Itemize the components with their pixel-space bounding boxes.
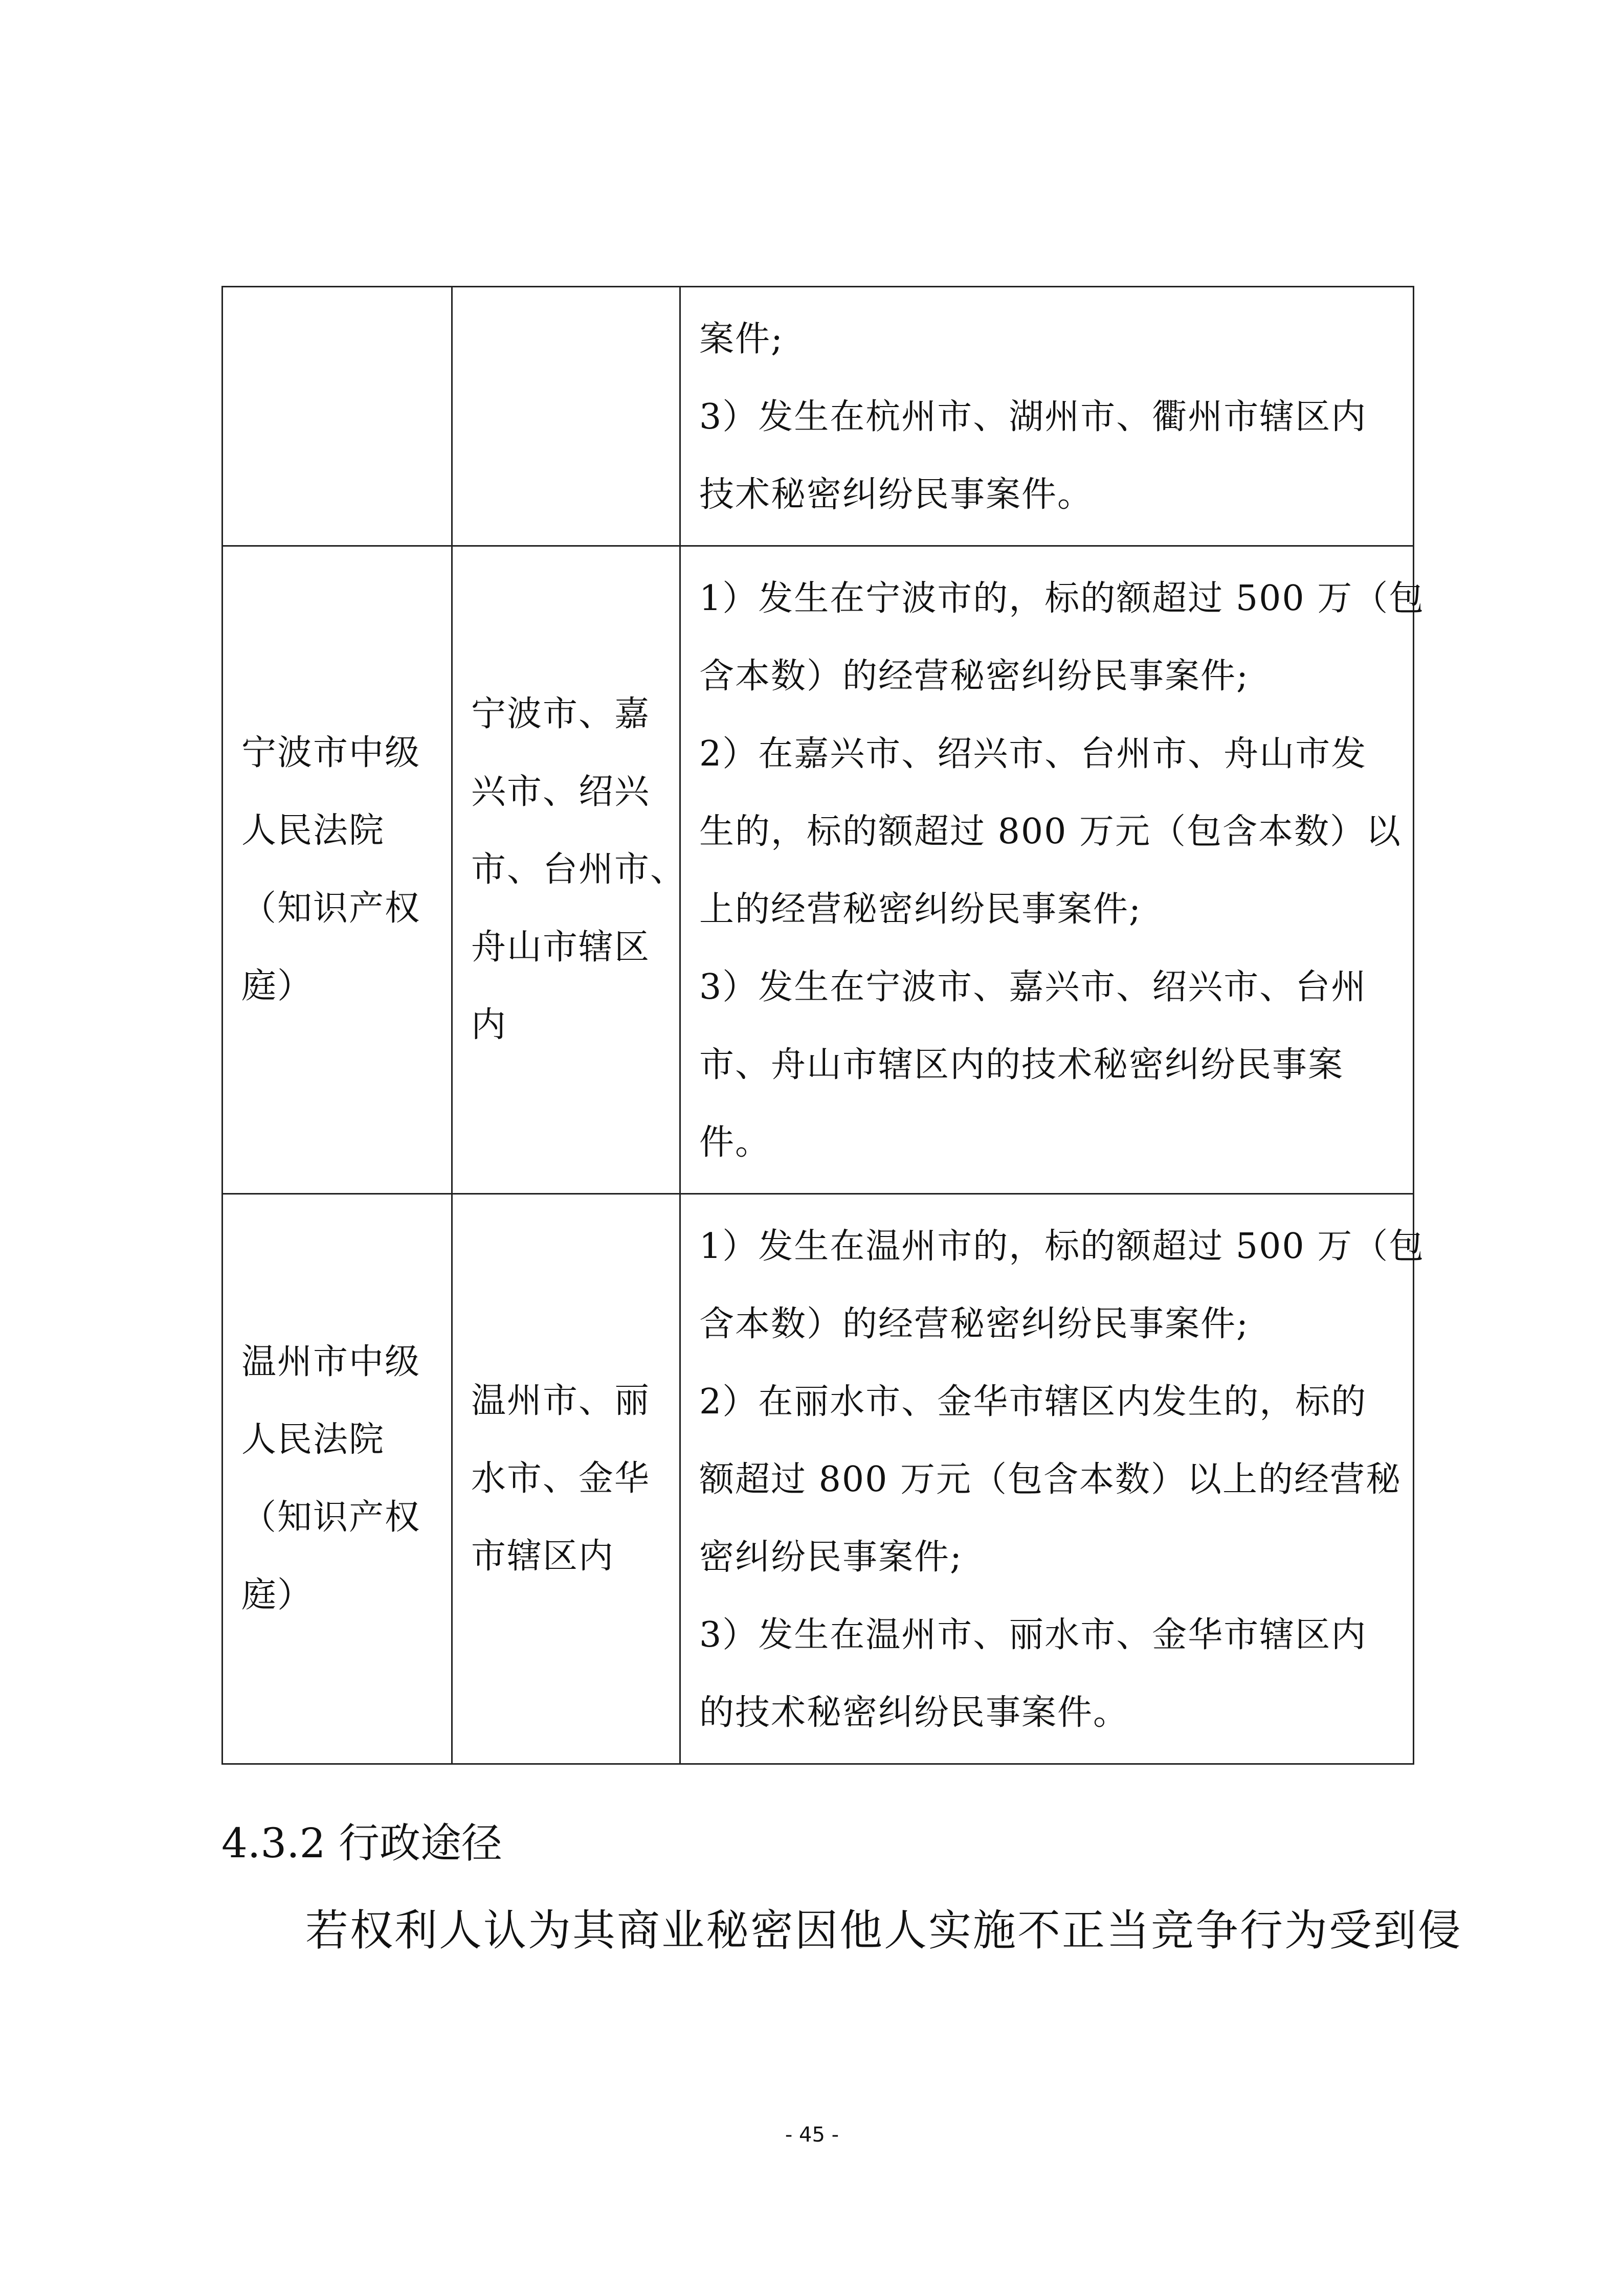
court-line: （知识产权 bbox=[241, 888, 421, 929]
table-row bbox=[223, 287, 1414, 546]
scope-line: 额超过 800 万元（包含本数）以上的经营秘 bbox=[699, 1459, 1402, 1500]
region-line: 温州市、丽 bbox=[471, 1381, 651, 1421]
scope-line: 3）发生在温州市、丽水市、金华市辖区内 bbox=[699, 1615, 1367, 1655]
scope-line: 的技术秘密纠纷民事案件。 bbox=[699, 1693, 1129, 1733]
page-number: - 45 - bbox=[785, 2123, 839, 2147]
court-line: 温州市中级 bbox=[241, 1342, 421, 1382]
scope-line: 3）发生在宁波市、嘉兴市、绍兴市、台州 bbox=[699, 967, 1367, 1007]
region-cell bbox=[452, 1194, 680, 1764]
scope-cell bbox=[680, 546, 1425, 1194]
region-line: 市、台州市、 bbox=[471, 849, 686, 890]
scope-line: 含本数）的经营秘密纠纷民事案件; bbox=[699, 656, 1249, 696]
section-heading: 4.3.2 行政途径 bbox=[221, 1819, 502, 1867]
court-line: 庭） bbox=[241, 966, 314, 1006]
region-line: 水市、金华 bbox=[471, 1458, 651, 1499]
jurisdiction-table bbox=[221, 286, 1425, 1765]
region-line: 市辖区内 bbox=[471, 1536, 615, 1577]
scope-line: 件。 bbox=[699, 1122, 771, 1163]
scope-line: 案件; bbox=[699, 319, 784, 359]
scope-line: 3）发生在杭州市、湖州市、衢州市辖区内 bbox=[699, 397, 1367, 437]
scope-line: 1）发生在宁波市的，标的额超过 500 万（包 bbox=[699, 578, 1425, 619]
scope-line: 上的经营秘密纠纷民事案件; bbox=[699, 889, 1142, 930]
court-cell bbox=[223, 546, 452, 1194]
scope-cell bbox=[680, 287, 1414, 546]
scope-line: 密纠纷民事案件; bbox=[699, 1537, 963, 1578]
region-cell bbox=[452, 546, 686, 1194]
scope-cell bbox=[680, 1194, 1425, 1764]
table-row bbox=[223, 1194, 1414, 1764]
court-line: 人民法院 bbox=[241, 1420, 385, 1460]
region-line: 舟山市辖区 bbox=[471, 927, 651, 967]
region-line: 宁波市、嘉 bbox=[471, 694, 651, 734]
court-cell bbox=[223, 1194, 452, 1764]
scope-line: 2）在丽水市、金华市辖区内发生的，标的 bbox=[699, 1382, 1367, 1422]
scope-line: 生的，标的额超过 800 万元（包含本数）以 bbox=[699, 812, 1402, 852]
region-cell bbox=[452, 287, 680, 546]
scope-line: 2）在嘉兴市、绍兴市、台州市、舟山市发 bbox=[699, 734, 1367, 774]
court-line: 庭） bbox=[241, 1575, 314, 1615]
scope-line: 市、舟山市辖区内的技术秘密纠纷民事案 bbox=[699, 1045, 1344, 1085]
court-cell bbox=[223, 287, 452, 546]
region-line: 兴市、绍兴 bbox=[471, 772, 651, 812]
body-paragraph: 若权利人认为其商业秘密因他人实施不正当竞争行为受到侵 bbox=[305, 1905, 1463, 1955]
region-line: 内 bbox=[471, 1005, 507, 1045]
scope-line: 含本数）的经营秘密纠纷民事案件; bbox=[699, 1304, 1249, 1344]
court-line: 宁波市中级 bbox=[241, 733, 421, 773]
court-line: （知识产权 bbox=[241, 1497, 421, 1538]
scope-line: 技术秘密纠纷民事案件。 bbox=[699, 475, 1094, 515]
court-line: 人民法院 bbox=[241, 811, 385, 851]
table-row bbox=[223, 546, 1414, 1194]
scope-line: 1）发生在温州市的，标的额超过 500 万（包 bbox=[699, 1226, 1425, 1267]
